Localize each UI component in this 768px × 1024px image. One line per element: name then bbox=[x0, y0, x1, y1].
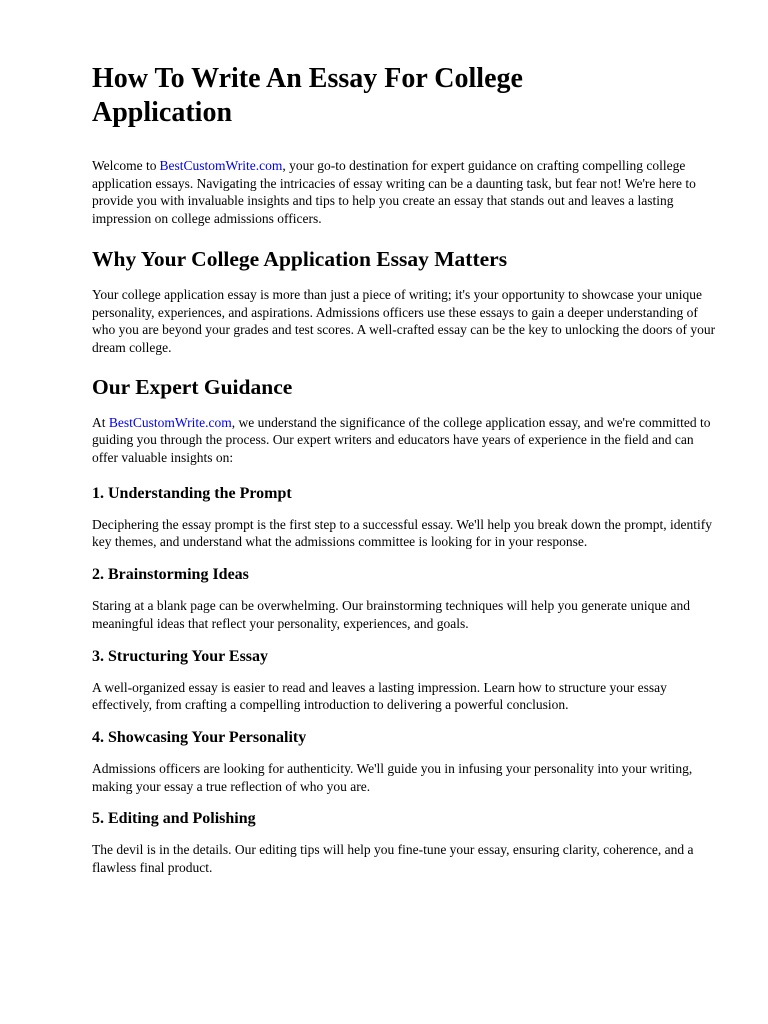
guidance-paragraph bbox=[92, 414, 722, 467]
intro-body-text: , your go-to destination for expert guidance on crafting compelling college application essays. Navigating the intricacies of essay writing can be a daunting task, but fear not! We're here to provide you with invaluable insights and tips to help you create an essay that stands out and leaves a lasting impression on college admissions officers. bbox=[92, 158, 696, 227]
section-body-personality: Admissions officers are looking for authenticity. We'll guide you in infusing your personality into your writing, making your essay a true reflection of who you are. bbox=[92, 760, 693, 794]
section-body-prompt: Deciphering the essay prompt is the first step to a successful essay. We'll help you break down the prompt, identify key themes, and understand what the admissions committee is looking for in your response. bbox=[92, 516, 712, 550]
section-body-structuring: A well-organized essay is easier to read and leaves a lasting impression. Learn how to structure your essay effectively, from crafting a compelling introduction to delivering a powerful conclusion. bbox=[92, 679, 667, 713]
section-heading-brainstorming: 2. Brainstorming Ideas bbox=[92, 566, 249, 584]
document-page bbox=[92, 62, 722, 877]
section-heading-editing: 5. Editing and Polishing bbox=[92, 810, 256, 828]
page-title-line-2: Application bbox=[92, 97, 233, 128]
bestcustomwrite-link-2[interactable]: BestCustomWrite.com bbox=[108, 414, 232, 430]
guidance-lead-text: At bbox=[92, 414, 106, 430]
section-heading-personality: 4. Showcasing Your Personality bbox=[92, 728, 307, 746]
section-body-editing: The devil is in the details. Our editing tips will help you fine-tune your essay, ensuring clarity, coherence, and a flawless final product. bbox=[92, 842, 694, 876]
section-heading-structuring: 3. Structuring Your Essay bbox=[92, 647, 269, 665]
intro-paragraph bbox=[92, 157, 722, 228]
guidance-body-text: , we understand the significance of the college application essay, and we're committed to guiding you through the process. Our expert writers and educators have years of experience in the field and can offer valuable insights on: bbox=[92, 414, 711, 466]
page-title-line-1: How To Write An Essay For College bbox=[92, 63, 523, 94]
why-heading: Why Your College Application Essay Matters bbox=[92, 246, 508, 271]
section-heading-prompt: 1. Understanding the Prompt bbox=[92, 484, 292, 502]
intro-lead-text: Welcome to bbox=[92, 158, 157, 173]
bestcustomwrite-link[interactable]: BestCustomWrite.com bbox=[159, 158, 283, 173]
why-paragraph: Your college application essay is more than just a piece of writing; it's your opportunity to showcase your unique personality, experiences, and aspirations. Admissions officers use these essays to gain a deeper understanding of who you are beyond your grades and test scores. A well-crafted essay can be the key to unlocking the doors of your dream college. bbox=[92, 286, 716, 355]
page-title bbox=[92, 62, 722, 130]
guidance-heading: Our Expert Guidance bbox=[92, 374, 293, 399]
section-body-brainstorming: Staring at a blank page can be overwhelming. Our brainstorming techniques will help you generate unique and meaningful ideas that reflect your personality, experiences, and goals. bbox=[92, 598, 690, 631]
